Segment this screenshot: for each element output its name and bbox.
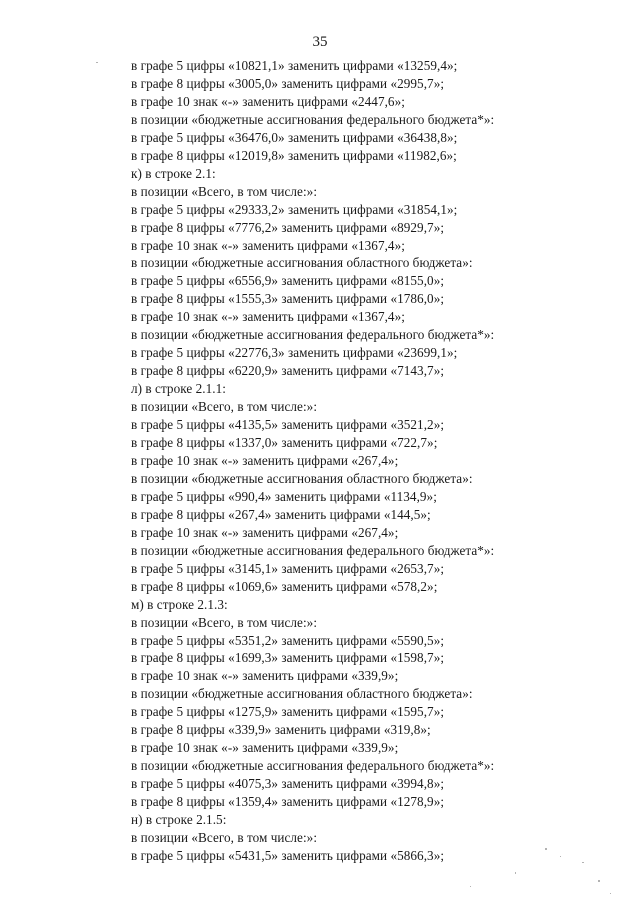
document-line: в позиции «бюджетные ассигнования федерального бюджета*»: — [131, 758, 495, 774]
document-line: в графе 10 знак «-» заменить цифрами «339,9»; — [131, 668, 399, 684]
document-line: в позиции «бюджетные ассигнования областного бюджета»: — [131, 686, 473, 702]
document-line: в графе 8 цифры «3005,0» заменить цифрами «2995,7»; — [131, 75, 445, 91]
document-line: в графе 5 цифры «3145,1» заменить цифрами «2653,7»; — [131, 560, 445, 576]
document-line: в графе 8 цифры «339,9» заменить цифрами «319,8»; — [131, 722, 431, 738]
scan-speck — [560, 856, 561, 857]
document-line: в графе 8 цифры «7776,2» заменить цифрами «8929,7»; — [131, 219, 445, 235]
page-number: 35 — [312, 34, 328, 50]
document-line: в графе 8 цифры «1359,4» заменить цифрами «1278,9»; — [131, 794, 445, 810]
document-line: в графе 8 цифры «12019,8» заменить цифрами «11982,6»; — [131, 147, 457, 163]
document-line: в позиции «бюджетные ассигнования областного бюджета»: — [131, 255, 473, 271]
document-line: в графе 8 цифры «1337,0» заменить цифрами «722,7»; — [131, 435, 438, 451]
document-line: в графе 5 цифры «5351,2» заменить цифрами «5590,5»; — [131, 632, 445, 648]
document-line: в графе 5 цифры «10821,1» заменить цифрами «13259,4»; — [131, 58, 458, 73]
document-line: в графе 5 цифры «36476,0» заменить цифрами «36438,8»; — [131, 129, 458, 145]
document-line: в графе 5 цифры «1275,9» заменить цифрами «1595,7»; — [131, 704, 445, 720]
document-line: л) в строке 2.1.1: — [131, 381, 226, 397]
document-line: в графе 10 знак «-» заменить цифрами «1367,4»; — [131, 309, 405, 325]
document-line: в графе 8 цифры «6220,9» заменить цифрами «7143,7»; — [131, 363, 445, 379]
scan-speck — [610, 893, 611, 894]
scan-speck — [545, 848, 547, 850]
document-line: в позиции «Всего, в том числе:»: — [131, 399, 318, 415]
document-line: в графе 5 цифры «4075,3» заменить цифрами «3994,8»; — [131, 776, 445, 792]
document-line: в графе 5 цифры «22776,3» заменить цифрами «23699,1»; — [131, 345, 458, 361]
document-line: в графе 8 цифры «1069,6» заменить цифрами «578,2»; — [131, 578, 438, 594]
document-line: в позиции «бюджетные ассигнования федерального бюджета*»: — [131, 327, 495, 343]
scan-speck — [96, 62, 98, 63]
document-line: в позиции «Всего, в том числе:»: — [131, 614, 318, 630]
document-line: в графе 8 цифры «267,4» заменить цифрами «144,5»; — [131, 506, 431, 522]
document-line: м) в строке 2.1.3: — [131, 596, 228, 612]
document-line: н) в строке 2.1.5: — [131, 812, 227, 828]
document-line: в графе 5 цифры «4135,5» заменить цифрами «3521,2»; — [131, 417, 445, 433]
document-line: в графе 5 цифры «5431,5» заменить цифрами «5866,3»; — [131, 847, 445, 863]
scan-speck — [515, 872, 516, 874]
document-line: в графе 5 цифры «6556,9» заменить цифрами «8155,0»; — [131, 273, 445, 289]
document-line: в графе 10 знак «-» заменить цифрами «1367,4»; — [131, 237, 405, 253]
document-line: в графе 10 знак «-» заменить цифрами «267,4»; — [131, 524, 399, 540]
document-body — [131, 57, 626, 865]
scan-speck — [598, 880, 600, 882]
document-line: в графе 8 цифры «1555,3» заменить цифрами «1786,0»; — [131, 291, 445, 307]
document-line: в позиции «бюджетные ассигнования областного бюджета»: — [131, 470, 473, 486]
document-line: в графе 10 знак «-» заменить цифрами «267,4»; — [131, 452, 399, 468]
document-line: в графе 8 цифры «1699,3» заменить цифрами «1598,7»; — [131, 650, 445, 666]
scan-speck — [582, 862, 584, 863]
document-line: в позиции «Всего, в том числе:»: — [131, 183, 318, 199]
document-line: в графе 5 цифры «990,4» заменить цифрами «1134,9»; — [131, 488, 437, 504]
document-line: к) в строке 2.1: — [131, 165, 216, 181]
scan-speck — [470, 886, 471, 887]
document-line: в графе 5 цифры «29333,2» заменить цифрами «31854,1»; — [131, 201, 458, 217]
document-line: в графе 10 знак «-» заменить цифрами «2447,6»; — [131, 93, 405, 109]
document-line: в позиции «бюджетные ассигнования федерального бюджета*»: — [131, 111, 495, 127]
document-line: в позиции «бюджетные ассигнования федерального бюджета*»: — [131, 542, 495, 558]
document-line: в позиции «Всего, в том числе:»: — [131, 829, 318, 845]
document-line: в графе 10 знак «-» заменить цифрами «339,9»; — [131, 740, 399, 756]
